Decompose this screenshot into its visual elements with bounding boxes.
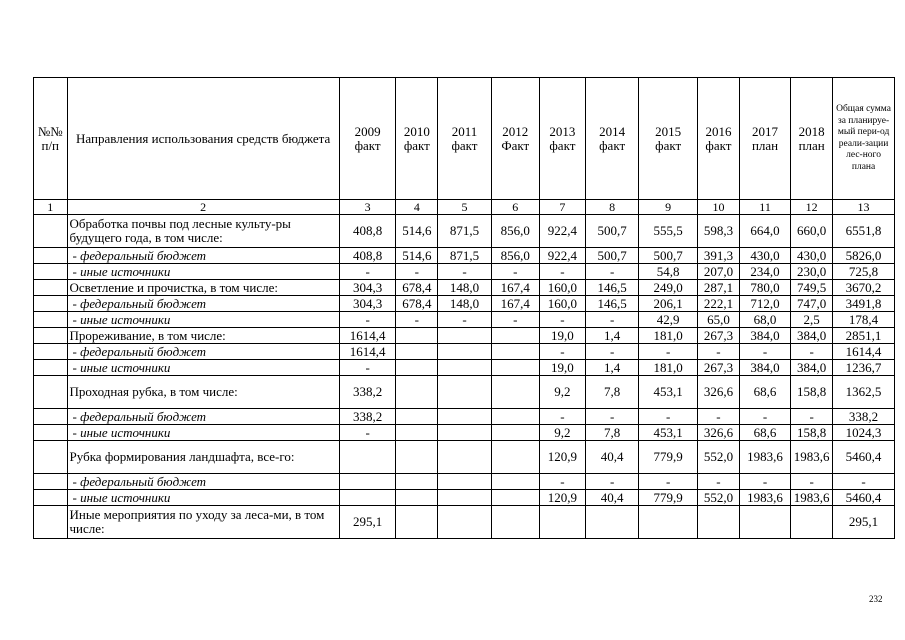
- activity-name-cell: Проходная рубка, в том числе:: [67, 376, 339, 409]
- value-cell: [396, 490, 438, 506]
- table-row: [34, 344, 895, 360]
- value-cell: 712,0: [739, 296, 790, 312]
- value-cell: 9,2: [539, 425, 585, 441]
- col-year-header: 2017 план: [739, 78, 790, 200]
- value-cell: 514,6: [396, 215, 438, 248]
- column-number: 13: [833, 200, 895, 215]
- value-cell: 65,0: [698, 312, 740, 328]
- value-cell: 148,0: [438, 296, 491, 312]
- value-cell: [396, 425, 438, 441]
- value-cell: 1983,6: [739, 441, 790, 474]
- value-cell: [396, 360, 438, 376]
- value-cell: -: [739, 409, 790, 425]
- value-cell: 922,4: [539, 215, 585, 248]
- value-cell: [396, 376, 438, 409]
- row-number-cell: [34, 312, 68, 328]
- value-cell: -: [639, 344, 698, 360]
- row-number-cell: [34, 474, 68, 490]
- value-cell: [791, 506, 833, 539]
- value-cell: 1362,5: [833, 376, 895, 409]
- value-cell: 1024,3: [833, 425, 895, 441]
- value-cell: -: [639, 409, 698, 425]
- value-cell: 555,5: [639, 215, 698, 248]
- value-cell: [491, 328, 539, 344]
- value-cell: [639, 506, 698, 539]
- value-cell: -: [438, 312, 491, 328]
- value-cell: 430,0: [739, 248, 790, 264]
- col-direction-header: Направления использования средств бюджета: [67, 78, 339, 200]
- value-cell: 514,6: [396, 248, 438, 264]
- value-cell: 391,3: [698, 248, 740, 264]
- value-cell: 148,0: [438, 280, 491, 296]
- value-cell: 3670,2: [833, 280, 895, 296]
- value-cell: -: [585, 264, 638, 280]
- value-cell: [438, 425, 491, 441]
- value-cell: [438, 441, 491, 474]
- value-cell: 181,0: [639, 328, 698, 344]
- value-cell: 7,8: [585, 425, 638, 441]
- value-cell: -: [585, 344, 638, 360]
- value-cell: 68,6: [739, 425, 790, 441]
- value-cell: 453,1: [639, 376, 698, 409]
- value-cell: 500,7: [585, 215, 638, 248]
- value-cell: 5826,0: [833, 248, 895, 264]
- value-cell: 304,3: [339, 280, 396, 296]
- col-year-header: 2012 Факт: [491, 78, 539, 200]
- table-row: [34, 409, 895, 425]
- row-number-cell: [34, 248, 68, 264]
- value-cell: -: [339, 264, 396, 280]
- value-cell: -: [739, 474, 790, 490]
- source-label-cell: - иные источники: [67, 425, 339, 441]
- value-cell: 249,0: [639, 280, 698, 296]
- value-cell: -: [339, 425, 396, 441]
- table-row: [34, 441, 895, 474]
- value-cell: 120,9: [539, 490, 585, 506]
- value-cell: 158,8: [791, 425, 833, 441]
- value-cell: [438, 506, 491, 539]
- row-number-cell: [34, 215, 68, 248]
- value-cell: -: [739, 344, 790, 360]
- source-label-cell: - федеральный бюджет: [67, 296, 339, 312]
- value-cell: [438, 490, 491, 506]
- value-cell: 1614,4: [339, 328, 396, 344]
- value-cell: 660,0: [791, 215, 833, 248]
- value-cell: -: [539, 409, 585, 425]
- column-number: 5: [438, 200, 491, 215]
- activity-name-cell: Рубка формирования ландшафта, все-го:: [67, 441, 339, 474]
- value-cell: -: [791, 409, 833, 425]
- value-cell: 500,7: [639, 248, 698, 264]
- value-cell: 338,2: [339, 409, 396, 425]
- value-cell: [491, 425, 539, 441]
- value-cell: 167,4: [491, 280, 539, 296]
- value-cell: -: [539, 264, 585, 280]
- value-cell: 725,8: [833, 264, 895, 280]
- table-row: [34, 215, 895, 248]
- value-cell: 287,1: [698, 280, 740, 296]
- value-cell: 1983,6: [739, 490, 790, 506]
- row-number-cell: [34, 376, 68, 409]
- row-number-cell: [34, 264, 68, 280]
- value-cell: [491, 506, 539, 539]
- page-number: 232: [869, 594, 883, 604]
- row-number-cell: [34, 360, 68, 376]
- value-cell: [438, 328, 491, 344]
- value-cell: 9,2: [539, 376, 585, 409]
- value-cell: -: [396, 264, 438, 280]
- value-cell: -: [438, 264, 491, 280]
- col-year-header: 2009 факт: [339, 78, 396, 200]
- source-label-cell: - иные источники: [67, 264, 339, 280]
- col-total-header: Общая сумма за планируе-мый пери-од реали-зации лес-ного плана: [833, 78, 895, 200]
- col-year-header: 2010 факт: [396, 78, 438, 200]
- table-row: [34, 248, 895, 264]
- column-number: 3: [339, 200, 396, 215]
- value-cell: [438, 360, 491, 376]
- value-cell: [396, 506, 438, 539]
- col-num-header: №№ п/п: [34, 78, 68, 200]
- value-cell: 453,1: [639, 425, 698, 441]
- value-cell: -: [639, 474, 698, 490]
- value-cell: 552,0: [698, 490, 740, 506]
- column-number: 9: [639, 200, 698, 215]
- row-number-cell: [34, 344, 68, 360]
- value-cell: [585, 506, 638, 539]
- column-number: 10: [698, 200, 740, 215]
- value-cell: 408,8: [339, 215, 396, 248]
- value-cell: 160,0: [539, 280, 585, 296]
- col-year-header: 2013 факт: [539, 78, 585, 200]
- value-cell: 408,8: [339, 248, 396, 264]
- value-cell: [491, 376, 539, 409]
- value-cell: 1983,6: [791, 490, 833, 506]
- value-cell: 295,1: [833, 506, 895, 539]
- value-cell: 267,3: [698, 328, 740, 344]
- value-cell: -: [539, 312, 585, 328]
- value-cell: 7,8: [585, 376, 638, 409]
- value-cell: [438, 344, 491, 360]
- value-cell: 3491,8: [833, 296, 895, 312]
- value-cell: 780,0: [739, 280, 790, 296]
- budget-table: [33, 77, 895, 539]
- value-cell: -: [585, 312, 638, 328]
- value-cell: 856,0: [491, 248, 539, 264]
- column-number: 1: [34, 200, 68, 215]
- value-cell: 664,0: [739, 215, 790, 248]
- value-cell: 384,0: [739, 360, 790, 376]
- activity-name-cell: Обработка почвы под лесные культу-ры будущего года, в том числе:: [67, 215, 339, 248]
- value-cell: 5460,4: [833, 441, 895, 474]
- value-cell: [438, 376, 491, 409]
- table-row: [34, 328, 895, 344]
- value-cell: -: [585, 409, 638, 425]
- source-label-cell: - федеральный бюджет: [67, 409, 339, 425]
- value-cell: [491, 344, 539, 360]
- value-cell: 430,0: [791, 248, 833, 264]
- value-cell: 779,9: [639, 441, 698, 474]
- table-row: [34, 280, 895, 296]
- value-cell: 1,4: [585, 360, 638, 376]
- source-label-cell: - федеральный бюджет: [67, 344, 339, 360]
- row-number-cell: [34, 328, 68, 344]
- value-cell: [396, 344, 438, 360]
- value-cell: 160,0: [539, 296, 585, 312]
- value-cell: [339, 441, 396, 474]
- value-cell: [491, 441, 539, 474]
- value-cell: 146,5: [585, 296, 638, 312]
- value-cell: 146,5: [585, 280, 638, 296]
- value-cell: 1,4: [585, 328, 638, 344]
- value-cell: [396, 328, 438, 344]
- col-year-header: 2018 план: [791, 78, 833, 200]
- value-cell: -: [791, 474, 833, 490]
- value-cell: [396, 441, 438, 474]
- value-cell: 338,2: [339, 376, 396, 409]
- value-cell: 871,5: [438, 215, 491, 248]
- value-cell: [739, 506, 790, 539]
- value-cell: [396, 474, 438, 490]
- table-row: [34, 490, 895, 506]
- value-cell: [698, 506, 740, 539]
- row-number-cell: [34, 280, 68, 296]
- value-cell: 267,3: [698, 360, 740, 376]
- source-label-cell: - федеральный бюджет: [67, 474, 339, 490]
- value-cell: 158,8: [791, 376, 833, 409]
- value-cell: 749,5: [791, 280, 833, 296]
- value-cell: 304,3: [339, 296, 396, 312]
- value-cell: 871,5: [438, 248, 491, 264]
- col-year-header: 2014 факт: [585, 78, 638, 200]
- value-cell: -: [491, 264, 539, 280]
- table-body: [34, 215, 895, 539]
- value-cell: 552,0: [698, 441, 740, 474]
- value-cell: [491, 474, 539, 490]
- column-number-row: [34, 200, 895, 215]
- table-row: [34, 506, 895, 539]
- value-cell: 68,0: [739, 312, 790, 328]
- value-cell: 2851,1: [833, 328, 895, 344]
- value-cell: 1614,4: [833, 344, 895, 360]
- value-cell: 5460,4: [833, 490, 895, 506]
- value-cell: 178,4: [833, 312, 895, 328]
- activity-name-cell: Иные мероприятия по уходу за леса-ми, в том числе:: [67, 506, 339, 539]
- value-cell: 68,6: [739, 376, 790, 409]
- value-cell: 6551,8: [833, 215, 895, 248]
- table-row: [34, 425, 895, 441]
- value-cell: -: [396, 312, 438, 328]
- value-cell: 222,1: [698, 296, 740, 312]
- value-cell: 856,0: [491, 215, 539, 248]
- table-row: [34, 264, 895, 280]
- value-cell: 779,9: [639, 490, 698, 506]
- value-cell: 747,0: [791, 296, 833, 312]
- value-cell: 167,4: [491, 296, 539, 312]
- value-cell: 40,4: [585, 441, 638, 474]
- col-year-header: 2011 факт: [438, 78, 491, 200]
- source-label-cell: - иные источники: [67, 312, 339, 328]
- table-row: [34, 474, 895, 490]
- source-label-cell: - иные источники: [67, 490, 339, 506]
- value-cell: 1983,6: [791, 441, 833, 474]
- value-cell: 384,0: [739, 328, 790, 344]
- value-cell: -: [833, 474, 895, 490]
- value-cell: 384,0: [791, 328, 833, 344]
- row-number-cell: [34, 409, 68, 425]
- value-cell: -: [339, 312, 396, 328]
- row-number-cell: [34, 296, 68, 312]
- value-cell: -: [791, 344, 833, 360]
- value-cell: [339, 490, 396, 506]
- column-number: 2: [67, 200, 339, 215]
- value-cell: 598,3: [698, 215, 740, 248]
- value-cell: -: [585, 474, 638, 490]
- table-row: [34, 360, 895, 376]
- value-cell: [491, 490, 539, 506]
- value-cell: [339, 474, 396, 490]
- value-cell: -: [539, 344, 585, 360]
- value-cell: 181,0: [639, 360, 698, 376]
- source-label-cell: - иные источники: [67, 360, 339, 376]
- value-cell: 54,8: [639, 264, 698, 280]
- value-cell: [491, 409, 539, 425]
- value-cell: 1614,4: [339, 344, 396, 360]
- value-cell: [539, 506, 585, 539]
- value-cell: 19,0: [539, 360, 585, 376]
- table-row: [34, 296, 895, 312]
- activity-name-cell: Осветление и прочистка, в том числе:: [67, 280, 339, 296]
- value-cell: 326,6: [698, 376, 740, 409]
- value-cell: 234,0: [739, 264, 790, 280]
- value-cell: -: [339, 360, 396, 376]
- value-cell: -: [491, 312, 539, 328]
- row-number-cell: [34, 506, 68, 539]
- value-cell: [491, 360, 539, 376]
- value-cell: [396, 409, 438, 425]
- value-cell: [438, 409, 491, 425]
- column-number: 12: [791, 200, 833, 215]
- value-cell: 338,2: [833, 409, 895, 425]
- activity-name-cell: Прореживание, в том числе:: [67, 328, 339, 344]
- value-cell: 2,5: [791, 312, 833, 328]
- value-cell: -: [698, 474, 740, 490]
- row-number-cell: [34, 425, 68, 441]
- value-cell: 207,0: [698, 264, 740, 280]
- row-number-cell: [34, 490, 68, 506]
- value-cell: 230,0: [791, 264, 833, 280]
- column-number: 8: [585, 200, 638, 215]
- value-cell: 1236,7: [833, 360, 895, 376]
- value-cell: 42,9: [639, 312, 698, 328]
- value-cell: 40,4: [585, 490, 638, 506]
- value-cell: 295,1: [339, 506, 396, 539]
- value-cell: 922,4: [539, 248, 585, 264]
- column-number: 6: [491, 200, 539, 215]
- column-number: 4: [396, 200, 438, 215]
- value-cell: 120,9: [539, 441, 585, 474]
- value-cell: 206,1: [639, 296, 698, 312]
- column-number: 11: [739, 200, 790, 215]
- row-number-cell: [34, 441, 68, 474]
- col-year-header: 2015 факт: [639, 78, 698, 200]
- value-cell: -: [698, 409, 740, 425]
- table-row: [34, 312, 895, 328]
- header-row: [34, 78, 895, 200]
- value-cell: 19,0: [539, 328, 585, 344]
- column-number: 7: [539, 200, 585, 215]
- value-cell: 678,4: [396, 296, 438, 312]
- value-cell: -: [539, 474, 585, 490]
- value-cell: -: [698, 344, 740, 360]
- value-cell: [438, 474, 491, 490]
- source-label-cell: - федеральный бюджет: [67, 248, 339, 264]
- value-cell: 326,6: [698, 425, 740, 441]
- value-cell: 500,7: [585, 248, 638, 264]
- value-cell: 384,0: [791, 360, 833, 376]
- value-cell: 678,4: [396, 280, 438, 296]
- col-year-header: 2016 факт: [698, 78, 740, 200]
- table-row: [34, 376, 895, 409]
